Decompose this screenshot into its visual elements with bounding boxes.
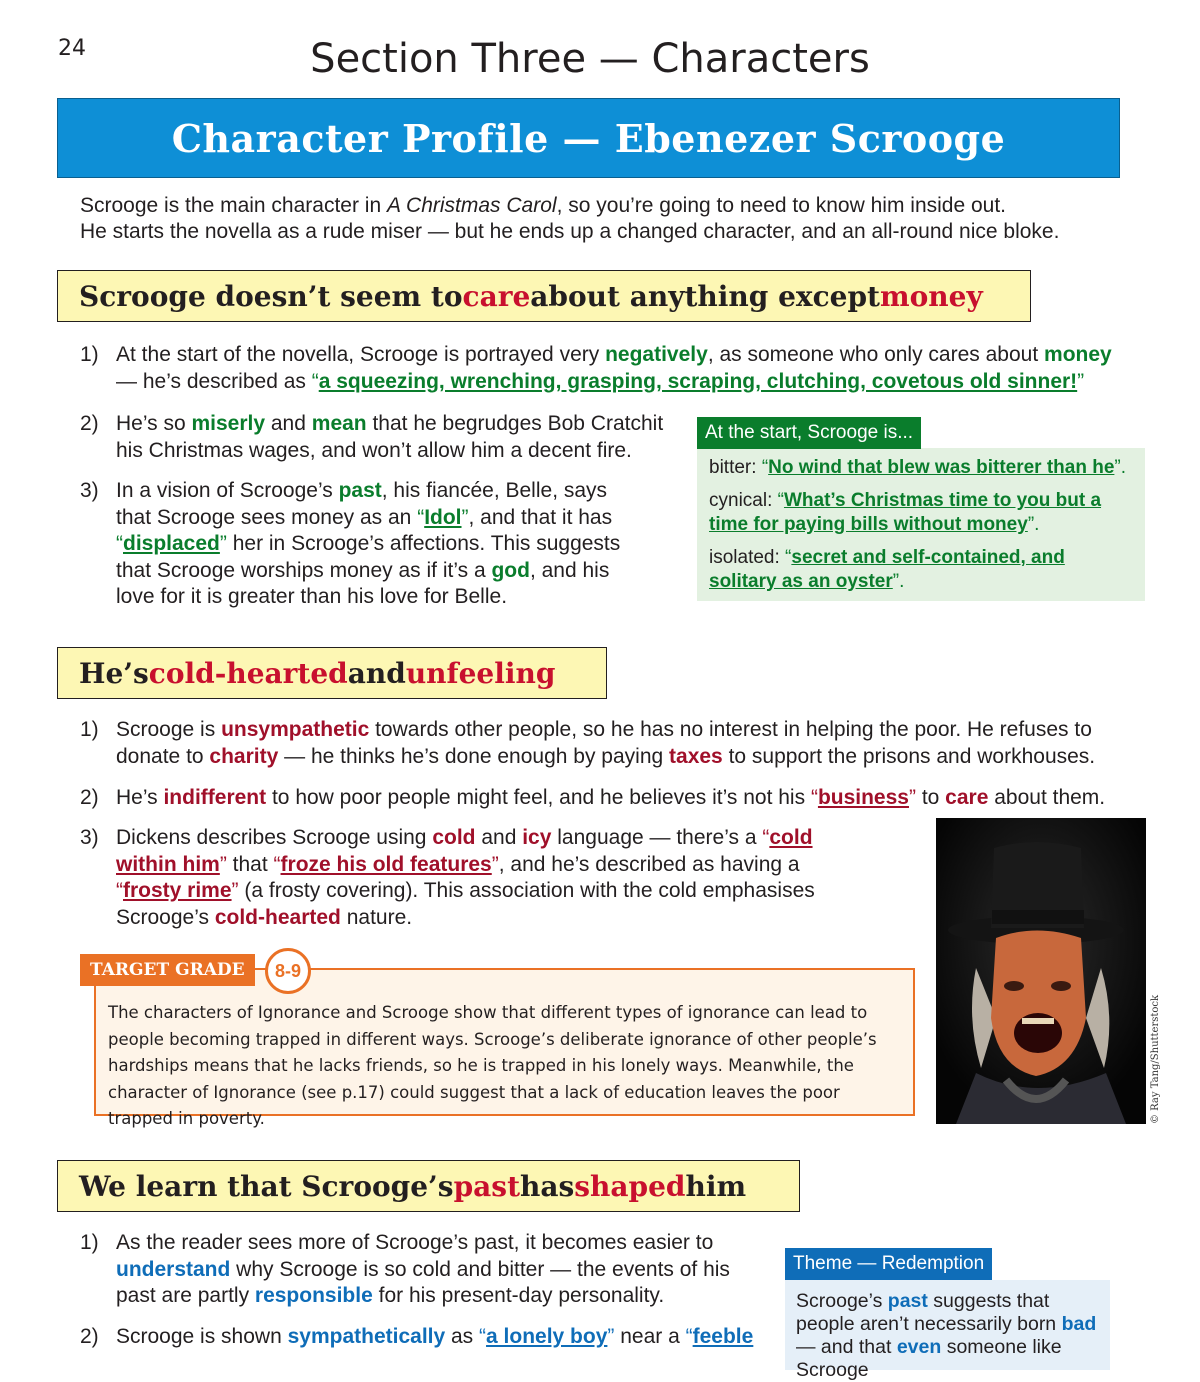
scrooge-photo bbox=[936, 818, 1146, 1124]
intro-text: Scrooge is the main character in bbox=[80, 194, 387, 217]
page-number: 24 bbox=[58, 36, 86, 61]
intro-text: He starts the novella as a rude miser — but he ends up a changed character, and an all-round nice bloke. bbox=[80, 220, 1060, 243]
heading-text: him bbox=[685, 1169, 747, 1203]
key-word: taxes bbox=[669, 744, 723, 768]
list-text: He’s so miserly and mean that he begrudges Bob Cratchit his Christmas wages, and won’t allow him a decent fire. bbox=[116, 412, 664, 462]
heading-text: We learn that Scrooge’s bbox=[79, 1169, 454, 1203]
quote: displaced bbox=[123, 532, 220, 555]
heading-past-shaped-him bbox=[57, 1160, 800, 1212]
quote: a squeezing, wrenching, grasping, scraping, clutching, covetous old sinner! bbox=[318, 369, 1078, 393]
target-grade-box bbox=[94, 968, 915, 1128]
list-number: 2) bbox=[80, 1325, 99, 1348]
key-word: sympathetically bbox=[287, 1325, 446, 1348]
list-item bbox=[80, 478, 640, 611]
list-item bbox=[80, 825, 820, 931]
list-text: In a vision of Scrooge’s past, his fiancée, Belle, says that Scrooge sees money as an “Idol”, and that it has “displaced” her in Scrooge’s affections. This suggests that Scrooge worships money as if it’s a god, and his love for it is greater than his love for Belle. bbox=[116, 479, 621, 608]
heading-text: has bbox=[520, 1169, 575, 1203]
key-word: even bbox=[896, 1336, 942, 1358]
list-number: 3) bbox=[80, 479, 99, 502]
key-word: cold-hearted bbox=[214, 905, 341, 929]
list-number: 2) bbox=[80, 786, 99, 809]
list-text: Scrooge is shown sympathetically as “a lonely boy” near a “feeble bbox=[116, 1325, 754, 1348]
list-number: 2) bbox=[80, 412, 99, 435]
list-text: Dickens describes Scrooge using cold and icy language — there’s a “cold within him” that “froze his old features”, and he’s described as having a “frosty rime” (a frosty covering). This association with the cold emphasises Scrooge’s cold-hearted nature. bbox=[116, 826, 815, 929]
book-title: A Christmas Carol bbox=[386, 194, 557, 217]
key-word: cold bbox=[432, 826, 476, 849]
heading-highlight: past bbox=[453, 1169, 520, 1203]
quote: secret and self-contained, and solitary as an oyster bbox=[709, 547, 1065, 592]
trait-item: isolated: “secret and self-contained, and solitary as an oyster”. bbox=[709, 547, 1065, 592]
key-word: charity bbox=[209, 744, 279, 768]
heading-text: Scrooge doesn’t seem to bbox=[79, 279, 463, 313]
key-word: care bbox=[945, 786, 989, 809]
heading-highlight: care bbox=[462, 279, 531, 313]
key-word: miserly bbox=[191, 412, 266, 435]
quote: froze his old features bbox=[280, 852, 492, 876]
list-item bbox=[80, 717, 1130, 770]
heading-highlight: money bbox=[879, 279, 983, 313]
heading-text: He’s bbox=[79, 656, 149, 690]
trait-item: cynical: “What’s Christmas time to you but a time for paying bills without money”. bbox=[709, 490, 1102, 535]
key-word: unsympathetic bbox=[221, 718, 370, 741]
list-item bbox=[80, 1230, 760, 1310]
scrooge-illustration bbox=[936, 818, 1146, 1124]
heading-highlight: unfeeling bbox=[405, 656, 556, 690]
target-grade-label: TARGET GRADE bbox=[80, 954, 255, 986]
quote: No wind that blew was bitterer than he bbox=[768, 457, 1115, 478]
title-banner bbox=[57, 98, 1120, 178]
quote: Idol bbox=[424, 505, 462, 529]
sidebox-title: At the start, Scrooge is... bbox=[697, 417, 921, 449]
heading-text: about anything except bbox=[530, 279, 880, 313]
key-word: money bbox=[1044, 343, 1112, 366]
heading-text: and bbox=[347, 656, 406, 690]
list-number: 1) bbox=[80, 1231, 99, 1254]
heading-care-about-money bbox=[57, 270, 1031, 322]
key-word: past bbox=[338, 479, 382, 502]
list-number: 3) bbox=[80, 826, 99, 849]
key-word: responsible bbox=[254, 1284, 373, 1307]
list-text: At the start of the novella, Scrooge is portrayed very negatively, as someone who only cares about money — he’s described as “a squeezing, wrenching, grasping, scraping, clutching, covetous old sinner!” bbox=[116, 343, 1112, 393]
intro-paragraph bbox=[80, 193, 1140, 245]
intro-text: , so you’re going to need to know him inside out. bbox=[556, 194, 1007, 217]
character-traits-box bbox=[697, 448, 1145, 601]
list-item bbox=[80, 1324, 780, 1351]
key-word: understand bbox=[116, 1257, 231, 1281]
page-title: Character Profile — Ebenezer Scrooge bbox=[171, 115, 1006, 161]
quote: business bbox=[817, 786, 909, 809]
list-item bbox=[80, 342, 1130, 395]
heading-highlight: shaped bbox=[574, 1169, 686, 1203]
quote: cold within him bbox=[116, 826, 813, 876]
quote: frosty rime bbox=[123, 879, 232, 902]
key-word: bad bbox=[1061, 1313, 1097, 1335]
key-word: mean bbox=[311, 412, 367, 435]
key-word: icy bbox=[522, 826, 552, 849]
list-number: 1) bbox=[80, 718, 99, 741]
key-word: negatively bbox=[605, 343, 708, 366]
key-word: god bbox=[491, 558, 530, 582]
key-word: past bbox=[887, 1290, 928, 1312]
heading-cold-hearted bbox=[57, 647, 607, 699]
list-item bbox=[80, 411, 680, 464]
quote: a lonely boy bbox=[486, 1325, 608, 1348]
list-text: As the reader sees more of Scrooge’s past, it becomes easier to understand why Scrooge is so cold and bitter — the events of his past are partly responsible for his present-day personality. bbox=[116, 1231, 730, 1307]
key-word: indifferent bbox=[163, 786, 267, 809]
trait-item: bitter: “No wind that blew was bitterer than he”. bbox=[709, 457, 1127, 478]
theme-box: Scrooge’s past suggests that people aren’t necessarily born bad — and that even someone like Scrooge bbox=[785, 1280, 1110, 1370]
quote: What’s Christmas time to you but a time for paying bills without money bbox=[709, 490, 1102, 535]
list-text: Scrooge is unsympathetic towards other people, so he has no interest in helping the poor. He refuses to donate to charity — he thinks he’s done enough by paying taxes to support the prisons and workhouses. bbox=[116, 718, 1096, 768]
theme-title: Theme — Redemption bbox=[785, 1248, 992, 1280]
list-number: 1) bbox=[80, 343, 99, 366]
quote: feeble bbox=[692, 1325, 754, 1348]
section-title: Section Three — Characters bbox=[310, 36, 870, 82]
target-grade-badge: 8-9 bbox=[265, 948, 311, 994]
photo-credit: © Ray Tang/Shutterstock bbox=[1150, 994, 1161, 1124]
list-item bbox=[80, 785, 1150, 812]
target-grade-text: The characters of Ignorance and Scrooge show that different types of ignorance can lead to people becoming trapped in different ways. Scrooge’s deliberate ignorance of other people’s hardships means that he lacks friends, so he is trapped in his lonely ways. Meanwhile, the character of Ignorance (see p.17) could suggest that a lack of education leaves the poor trapped in poverty. bbox=[108, 1003, 877, 1128]
list-text: He’s indifferent to how poor people might feel, and he believes it’s not his “business” to care about them. bbox=[116, 786, 1106, 809]
heading-highlight: cold-hearted bbox=[148, 656, 348, 690]
